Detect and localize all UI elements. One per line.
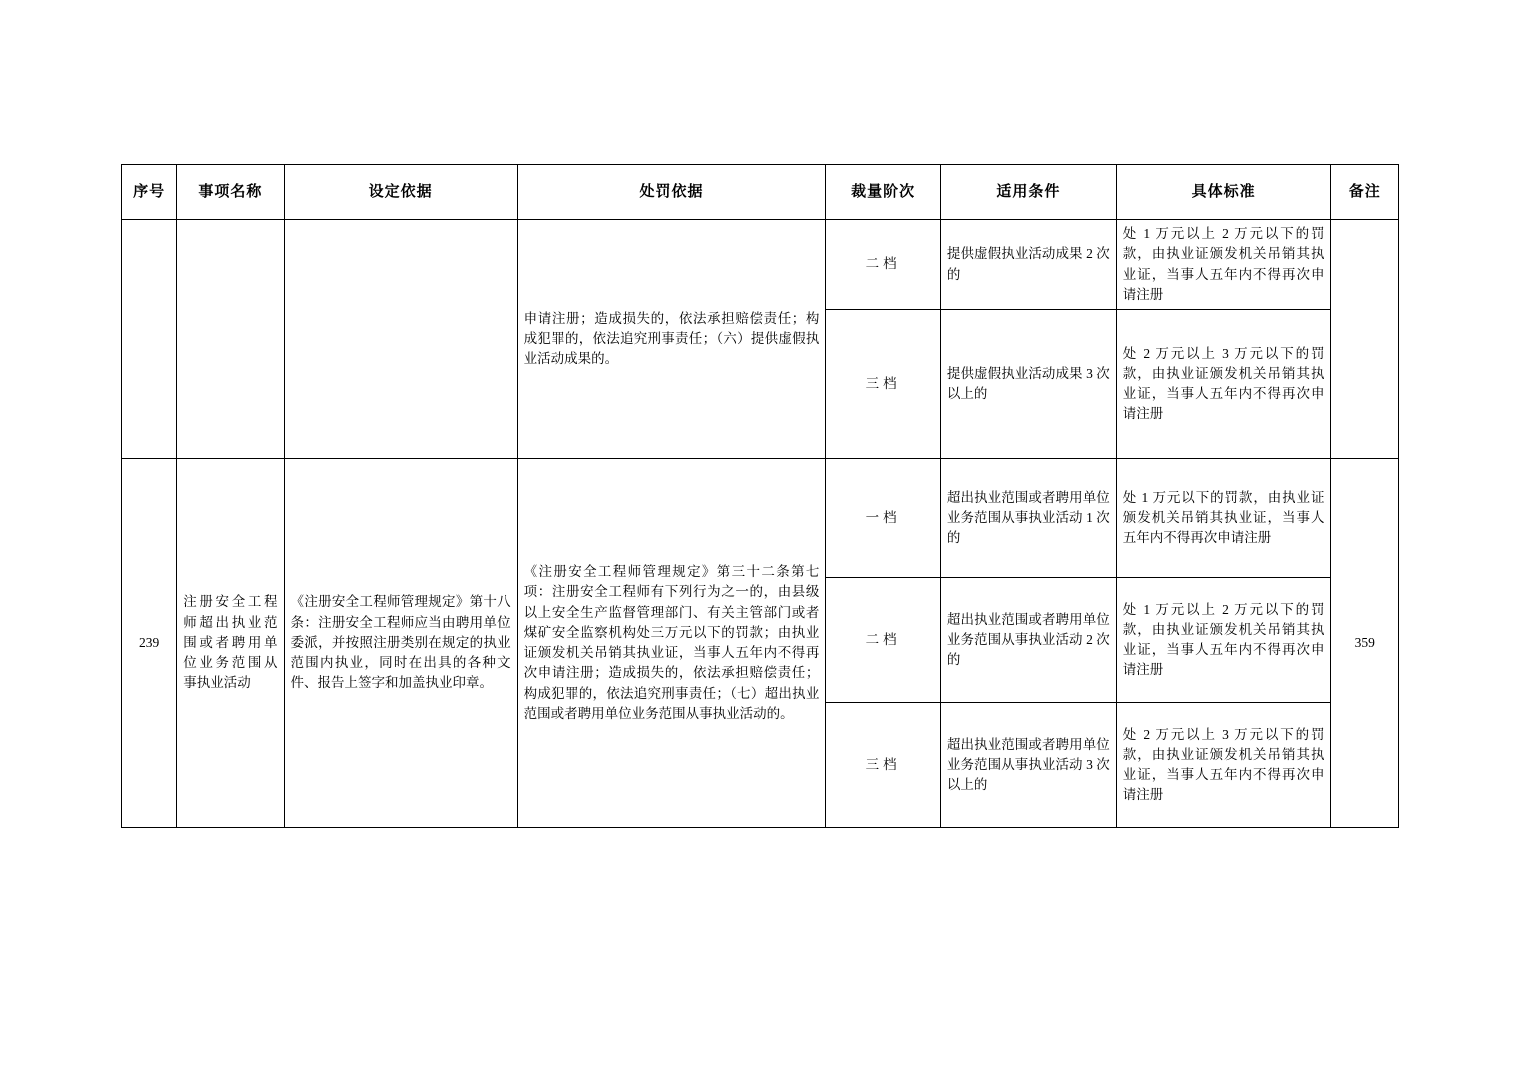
discretion-standards-table: [121, 164, 1399, 828]
cell-note: [1331, 220, 1399, 459]
cell-penalty: 申请注册；造成损失的，依法承担赔偿责任；构成犯罪的，依法追究刑事责任；（六）提供虚假执业活动成果的。: [517, 220, 826, 459]
cell-condition: 超出执业范围或者聘用单位业务范围从事执业活动 3 次以上的: [940, 703, 1116, 828]
column-header-note: 备注: [1331, 165, 1399, 220]
cell-standard: 处 2 万元以上 3 万元以下的罚款，由执业证颁发机关吊销其执业证，当事人五年内不得再次申请注册: [1116, 310, 1331, 459]
column-header-basis: 设定依据: [284, 165, 517, 220]
cell-seq: 239: [122, 459, 177, 828]
column-header-standard: 具体标准: [1116, 165, 1331, 220]
cell-tier: 一档: [826, 459, 941, 578]
cell-condition: 超出执业范围或者聘用单位业务范围从事执业活动 2 次的: [940, 578, 1116, 703]
table-row: [122, 459, 1399, 578]
cell-standard: 处 1 万元以上 2 万元以下的罚款，由执业证颁发机关吊销其执业证，当事人五年内不得再次申请注册: [1116, 220, 1331, 310]
cell-standard: 处 2 万元以上 3 万元以下的罚款，由执业证颁发机关吊销其执业证，当事人五年内不得再次申请注册: [1116, 703, 1331, 828]
cell-seq: [122, 220, 177, 459]
cell-penalty: 《注册安全工程师管理规定》第三十二条第七项：注册安全工程师有下列行为之一的，由县级以上安全生产监督管理部门、有关主管部门或者煤矿安全监察机构处三万元以下的罚款；由执业证颁发机关吊销其执业证，当事人五年内不得再次申请注册；造成损失的，依法承担赔偿责任；构成犯罪的，依法追究刑事责任；（七）超出执业范围或者聘用单位业务范围从事执业活动的。: [517, 459, 826, 828]
cell-tier: 三档: [826, 703, 941, 828]
column-header-seq: 序号: [122, 165, 177, 220]
cell-standard: 处 1 万元以下的罚款，由执业证颁发机关吊销其执业证，当事人五年内不得再次申请注册: [1116, 459, 1331, 578]
column-header-penalty: 处罚依据: [517, 165, 826, 220]
cell-name: [177, 220, 284, 459]
table-row: [122, 220, 1399, 310]
table-header-row: [122, 165, 1399, 220]
column-header-name: 事项名称: [177, 165, 284, 220]
cell-basis: [284, 220, 517, 459]
cell-basis: 《注册安全工程师管理规定》第十八条：注册安全工程师应当由聘用单位委派，并按照注册类别在规定的执业范围内执业，同时在出具的各种文件、报告上签字和加盖执业印章。: [284, 459, 517, 828]
cell-name: 注册安全工程师超出执业范围或者聘用单位业务范围从事执业活动: [177, 459, 284, 828]
column-header-condition: 适用条件: [940, 165, 1116, 220]
cell-tier: 二档: [826, 578, 941, 703]
cell-condition: 超出执业范围或者聘用单位业务范围从事执业活动 1 次的: [940, 459, 1116, 578]
cell-standard: 处 1 万元以上 2 万元以下的罚款，由执业证颁发机关吊销其执业证，当事人五年内不得再次申请注册: [1116, 578, 1331, 703]
cell-tier: 三档: [826, 310, 941, 459]
cell-condition: 提供虚假执业活动成果 2 次的: [940, 220, 1116, 310]
column-header-tier: 裁量阶次: [826, 165, 941, 220]
cell-note: 359: [1331, 459, 1399, 828]
cell-tier: 二档: [826, 220, 941, 310]
cell-condition: 提供虚假执业活动成果 3 次以上的: [940, 310, 1116, 459]
